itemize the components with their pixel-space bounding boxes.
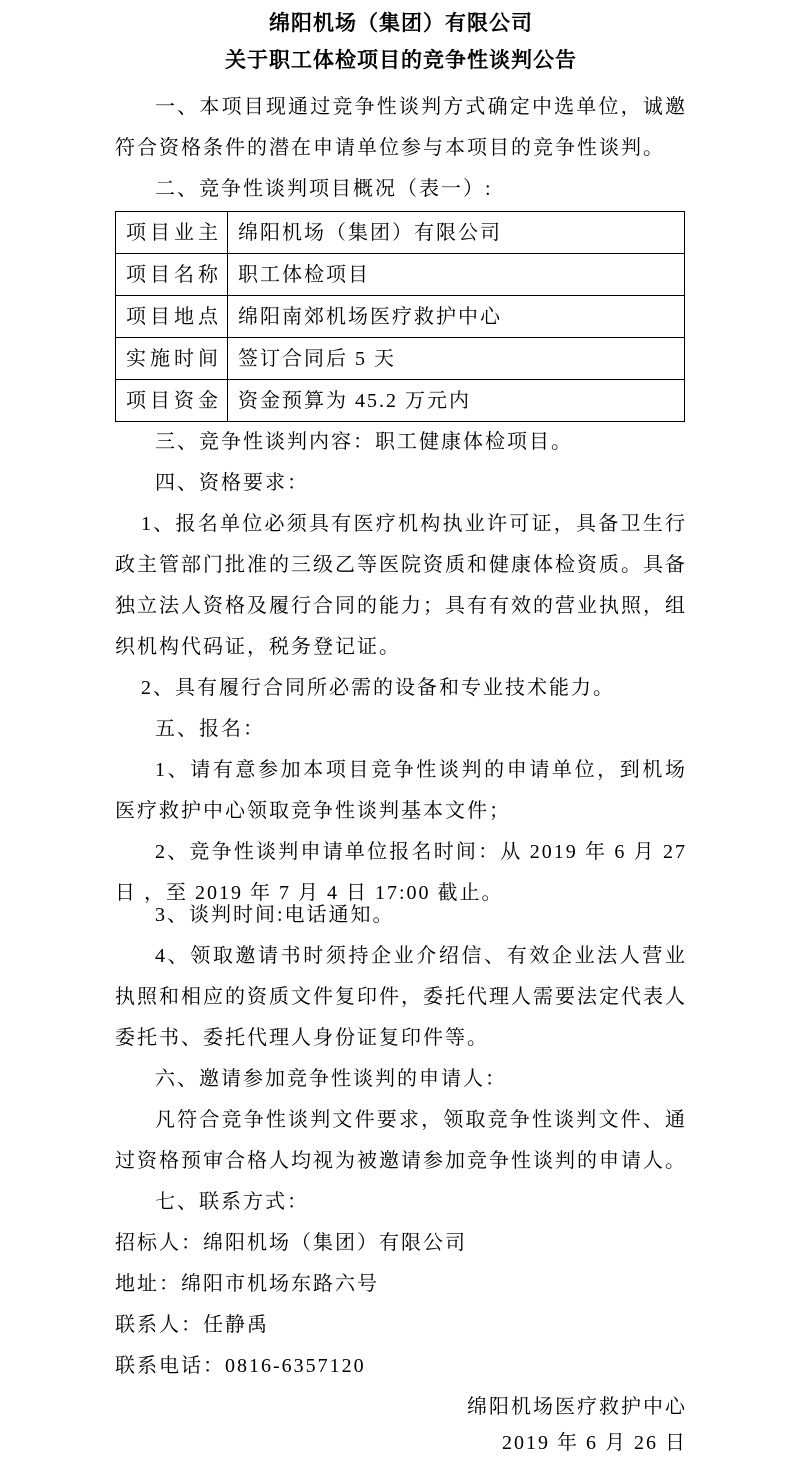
paragraph-qualification-item2: 2、具有履行合同所必需的设备和专业技术能力。 <box>141 677 615 699</box>
table-row-location <box>116 296 685 338</box>
cell-label: 实施时间 <box>116 338 228 380</box>
doc-subtitle: 关于职工体检项目的竞争性谈判公告 <box>225 48 577 72</box>
signature-org: 绵阳机场医疗救护中心 <box>467 1396 687 1418</box>
cell-label: 项目地点 <box>116 296 228 338</box>
cell-value: 绵阳南郊机场医疗救护中心 <box>228 296 685 338</box>
doc-title: 绵阳机场（集团）有限公司 <box>269 11 533 35</box>
doc-body <box>115 87 687 1460</box>
cell-label: 项目名称 <box>116 254 228 296</box>
cell-label: 项目业主 <box>116 212 228 254</box>
paragraph-qualification-item1: 1、报名单位必须具有医疗机构执业许可证，具备卫生行政主管部门批准的三级乙等医院资质和健康体检资质。具备独立法人资格及履行合同的能力；具有有效的营业执照，组织机构代码证，税务登记证。 <box>115 513 687 658</box>
project-overview-table <box>115 211 685 422</box>
paragraph-content: 三、竞争性谈判内容：职工健康体检项目。 <box>155 431 573 453</box>
paragraph-invitation-text: 凡符合竞争性谈判文件要求，领取竞争性谈判文件、通过资格预审合格人均视为被邀请参加竞争性谈判的申请人。 <box>115 1109 687 1172</box>
paragraph-registration-item4: 4、领取邀请书时须持企业介绍信、有效企业法人营业执照和相应的资质文件复印件，委托代理人需要法定代表人委托书、委托代理人身份证复印件等。 <box>115 945 687 1049</box>
paragraph-qualification-heading: 四、资格要求： <box>155 472 309 494</box>
paragraph-invitation-heading: 六、邀请参加竞争性谈判的申请人： <box>155 1068 507 1090</box>
paragraph-intro: 一、本项目现通过竞争性谈判方式确定中选单位，诚邀符合资格条件的潜在申请单位参与本项目的竞争性谈判。 <box>115 96 687 159</box>
contact-bidder: 招标人：绵阳机场（集团）有限公司 <box>115 1232 467 1254</box>
cell-value: 签订合同后 5 天 <box>228 338 685 380</box>
paragraph-registration-item1: 1、请有意参加本项目竞争性谈判的申请单位，到机场医疗救护中心领取竞争性谈判基本文件； <box>115 759 687 822</box>
contact-address: 地址：绵阳市机场东路六号 <box>115 1273 379 1295</box>
signature-date: 2019 年 6 月 26 日 <box>502 1432 687 1454</box>
table-row-name <box>116 254 685 296</box>
paragraph-table-heading: 二、竞争性谈判项目概况（表一）: <box>155 178 493 200</box>
cell-value: 职工体检项目 <box>228 254 685 296</box>
table-row-schedule <box>116 338 685 380</box>
paragraph-registration-item2: 2、竞争性谈判申请单位报名时间：从 2019 年 6 月 27 日 ，至 2019 年 7 月 4 日 17:00 截止。 <box>115 841 687 904</box>
contact-person: 联系人：任静禹 <box>115 1314 269 1336</box>
paragraph-registration-heading: 五、报名： <box>155 718 265 740</box>
paragraph-contact-heading: 七、联系方式： <box>155 1191 309 1213</box>
contact-phone: 联系电话：0816-6357120 <box>115 1355 366 1377</box>
cell-label: 项目资金 <box>116 380 228 422</box>
cell-value: 绵阳机场（集团）有限公司 <box>228 212 685 254</box>
table-row-owner <box>116 212 685 254</box>
cell-value: 资金预算为 45.2 万元内 <box>228 380 685 422</box>
table-row-budget <box>116 380 685 422</box>
paragraph-registration-item3: 3、谈判时间:电话通知。 <box>155 904 395 926</box>
